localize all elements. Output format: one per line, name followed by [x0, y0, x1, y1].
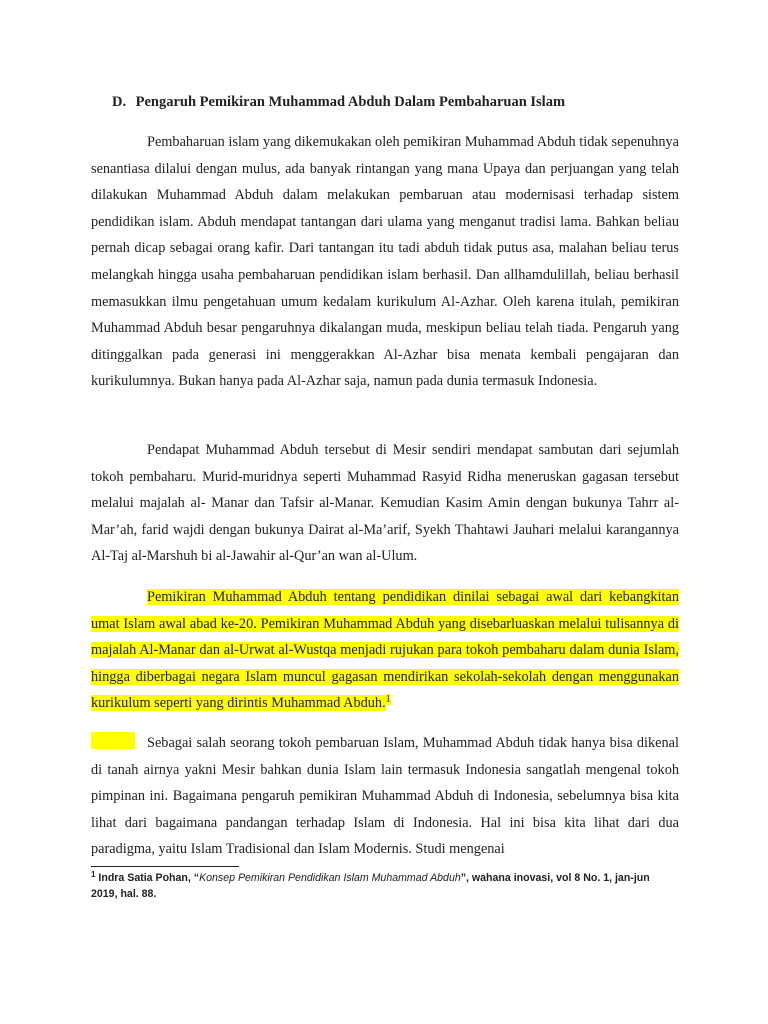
highlighted-text: Pemikiran Muhammad Abduh tentang pendidikan dinilai sebagai awal dari kebangkitan umat Islam awal abad ke-20. Pemikiran Muhammad Abduh yang disebarluaskan melalui tulisannya di majalah Al-Manar dan al-Urwat al-Wustqa menjadi rujukan para tokoh pembaharu dalam dunia Islam, hingga diberbagai negara Islam muncul gagasan mendirikan sekolah-sekolah dengan menggunakan kurikulum seperti yang dirintis Muhammad Abduh. — [91, 589, 679, 712]
document-page — [91, 0, 679, 1024]
footnote-number: 1 — [91, 870, 96, 879]
footnote-title: Konsep Pemikiran Pendidikan Islam Muhammad Abduh — [199, 872, 461, 884]
paragraph-3-highlighted — [91, 584, 679, 717]
footnote-details: ”, wahana inovasi, vol 8 No. 1, jan-jun 2019, hal. 88. — [91, 872, 650, 900]
section-number: D. — [112, 94, 127, 110]
paragraph-1: Pembaharuan islam yang dikemukakan oleh pemikiran Muhammad Abduh tidak sepenuhnya senantiasa dilalui dengan mulus, ada banyak rintangan yang mana Upaya dan perjuangan yang telah dilakukan Muhammad Abduh dalam melakukan pembaruan atau modernisasi terhadap sistem pendidikan islam. Abduh mendapat tantangan dari ulama yang menganut tradisi lama. Bahkan beliau pernah dicap sebagai orang kafir. Dari tantangan itu tadi abduh tidak putus asa, malahan beliau terus melangkah hingga usaha pembaharuan pendidikan islam berhasil. Dan allhamdulillah, beliau berhasil memasukkan ilmu pengetahuan umum kedalam kurikulum Al-Azhar. Oleh karena itulah, pemikiran Muhammad Abduh besar pengaruhnya dikalangan muda, meskipun beliau telah tiada. Pengaruh yang ditinggalkan pada generasi ini menggerakkan Al-Azhar bisa menata kembali pengajaran dan kurikulumnya. Bukan hanya pada Al-Azhar saja, namun pada dunia termasuk Indonesia. — [91, 134, 679, 390]
section-heading — [112, 92, 682, 112]
footnote-author: Indra Satia Pohan, “ — [98, 872, 200, 884]
paragraph-4 — [91, 730, 679, 863]
highlight-mark — [91, 732, 135, 749]
footnote — [91, 871, 679, 902]
footnote-reference[interactable]: 1 — [385, 694, 391, 706]
section-title: Pengaruh Pemikiran Muhammad Abduh Dalam Pembaharuan Islam — [135, 94, 566, 110]
footnote-separator — [91, 866, 239, 867]
paragraph-2: Pendapat Muhammad Abduh tersebut di Mesir sendiri mendapat sambutan dari sejumlah tokoh pembaharu. Murid-muridnya seperti Muhammad Rasyid Ridha meneruskan gagasan tersebut melalui majalah al- Manar dan Tafsir al-Manar. Kemudian Kasim Amin dengan bukunya Tahrr al- Mar’ah, farid wajdi dengan bukunya Dairat al-Ma’arif, Syekh Thahtawi Jauhari melalui karangannya Al-Taj al-Marshuh bi al-Jawahir al-Qur’an wan al-Ulum. — [91, 442, 679, 565]
paragraph-4-text: Sebagai salah seorang tokoh pembaruan Islam, Muhammad Abduh tidak hanya bisa dikenal di tanah airnya yakni Mesir bahkan dunia Islam lain termasuk Indonesia sangatlah mengenal tokoh pimpinan ini. Bagaimana pengaruh pemikiran Muhammad Abduh di Indonesia, sebelumnya bisa kita lihat dari bagaimana pandangan terhadap Islam di Indonesia. Hal ini bisa kita lihat dari dua paradigma, yaitu Islam Tradisional dan Islam Modernis. Studi mengenai — [91, 735, 679, 858]
